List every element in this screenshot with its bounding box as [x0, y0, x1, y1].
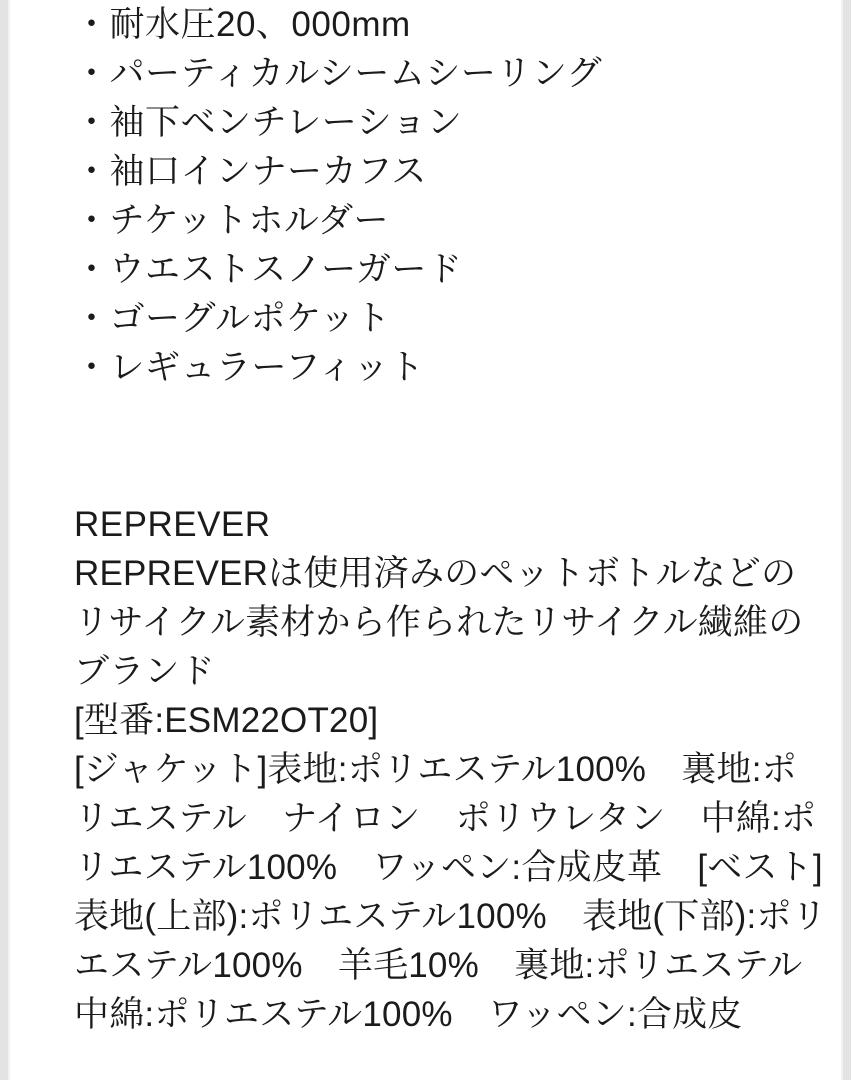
brand-description: REPREVERは使用済みのペットボトルなどのリサイクル素材から作られたリサイクル繊維のブランド	[74, 554, 804, 691]
section-spacer	[74, 392, 831, 500]
description-block	[74, 500, 838, 1039]
list-item: ・袖口インナーカフス	[74, 152, 427, 191]
page-right-edge	[843, 0, 851, 1080]
page-right-edge-inner	[841, 0, 843, 1080]
list-item: ・ゴーグルポケット	[74, 299, 391, 338]
material-composition: [ジャケット]表地:ポリエステル100% 裏地:ポリエステル ナイロン ポリウレタン 中綿:ポリエステル100% ワッペン:合成皮革 [ベスト]表地(上部):ポリエステル100% 表地(下部):ポリエステル100% 羊毛10% 裏地:ポリエステル 中綿:ポリエステル100% ワッペン:合成皮	[74, 750, 838, 1034]
page-left-edge-inner	[8, 0, 10, 1080]
brand-name: REPREVER	[74, 505, 271, 544]
model-number: [型番:ESM22OT20]	[74, 701, 379, 740]
list-item: ・耐水圧20、000mm	[74, 5, 411, 44]
list-item: ・ウエストスノーガード	[74, 250, 463, 289]
list-item: ・パーティカルシームシーリング	[74, 54, 603, 93]
content-column	[74, 0, 838, 1039]
page-left-edge	[0, 0, 8, 1080]
product-feature-list	[74, 0, 831, 392]
list-item: ・袖下ベンチレーション	[74, 103, 463, 142]
list-item: ・レギュラーフィット	[74, 348, 425, 387]
list-item: ・チケットホルダー	[74, 201, 389, 240]
